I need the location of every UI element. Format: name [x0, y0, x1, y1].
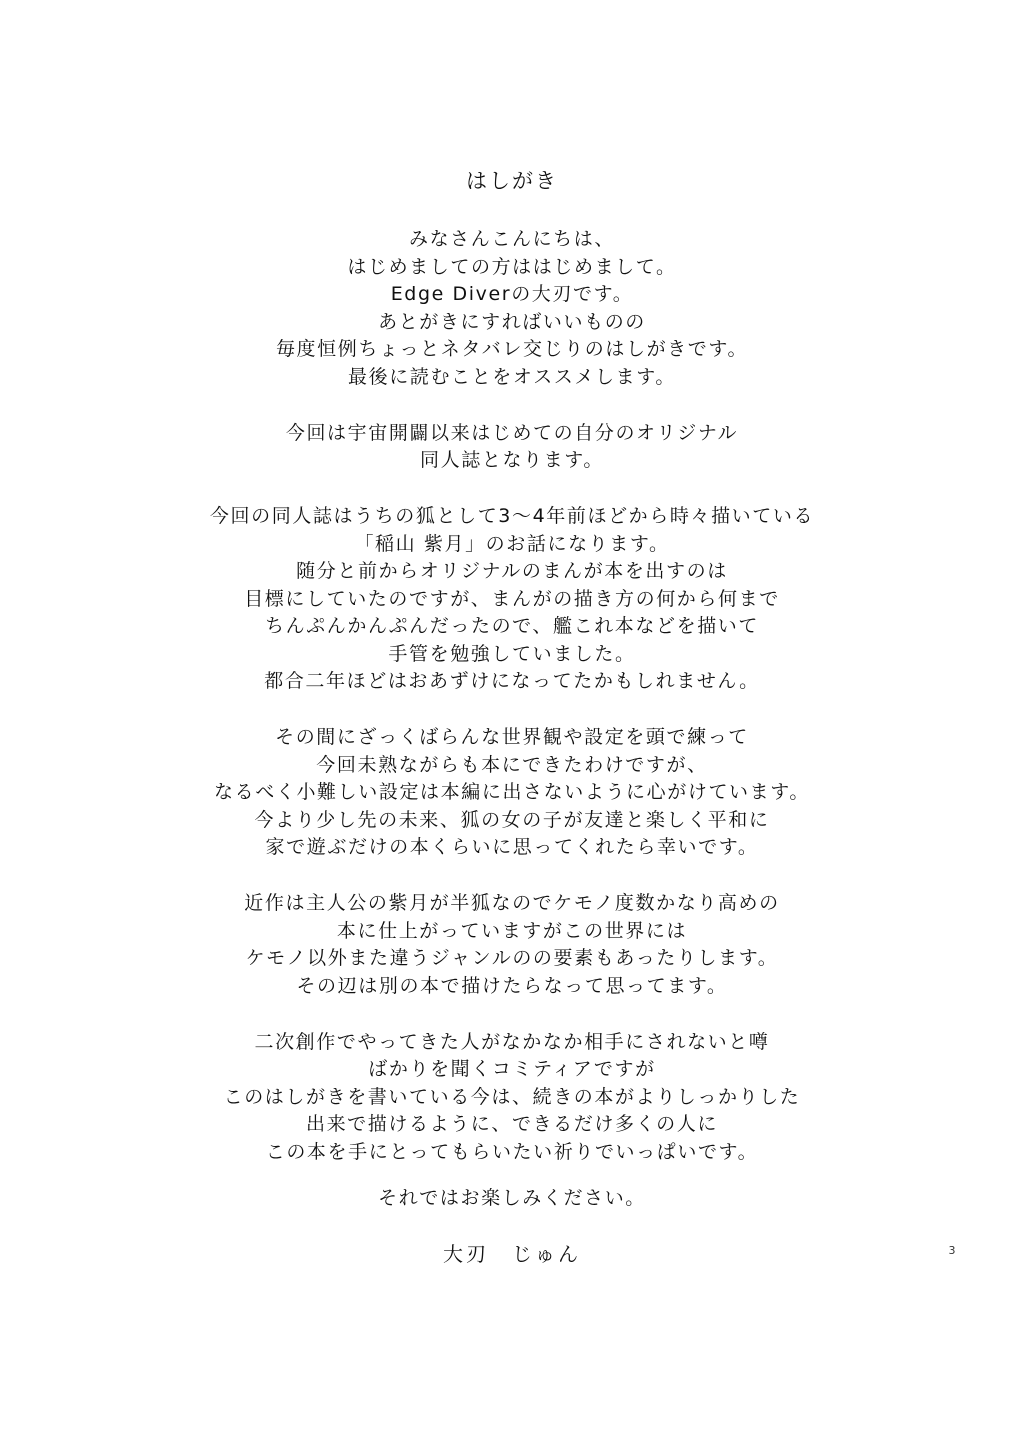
text-line: このはしがきを書いている今は、続きの本がよりしっかりした [223, 1085, 801, 1108]
text-line: その辺は別の本で描けたらなって思ってます。 [296, 974, 728, 997]
text-line: あとがきにすればいいものの [378, 310, 646, 333]
closing-line: それではお楽しみください。 [378, 1187, 646, 1209]
text-line: 手管を勉強していました。 [388, 642, 636, 665]
text-line: 目標にしていたのですが、まんがの描き方の何から何まで [244, 587, 780, 610]
text-line: 今回の同人誌はうちの狐として3～4年前ほどから時々描いている [209, 505, 815, 527]
text-line: 本に仕上がっていますがこの世界には [336, 919, 688, 942]
text-line: 二次創作でやってきた人がなかなか相手にされないと噂 [254, 1030, 770, 1053]
text-line: その間にざっくばらんな世界観や設定を頭で練って [275, 726, 749, 748]
text-line: ばかりを聞くコミティアですが [368, 1058, 656, 1080]
text-line: Edge Diverの大刃です。 [390, 283, 634, 305]
text-line: ケモノ以外また違うジャンルのの要素もあったりします。 [245, 947, 779, 969]
text-line: みなさんこんにちは、 [408, 228, 615, 250]
text-line: ちんぷんかんぷんだったので、艦これ本などを描いて [264, 615, 760, 637]
page-number: 3 [948, 1244, 956, 1257]
text-line: 今回は宇宙開闢以来はじめての自分のオリジナル [285, 421, 739, 444]
text-line: 「稲山 紫月」のお話になります。 [354, 532, 670, 555]
text-line: 最後に読むことをオススメします。 [348, 365, 676, 388]
text-line: 近作は主人公の紫月が半狐なのでケモノ度数かなり高めの [244, 892, 780, 914]
text-line: この本を手にとってもらいたい祈りでいっぱいです。 [265, 1140, 759, 1163]
paragraph-comitia [0, 1029, 1024, 1167]
paragraph-setting [0, 724, 1024, 862]
body-text [0, 226, 1024, 1195]
text-line: 出来で描けるように、できるだけ多くの人に [305, 1113, 718, 1135]
paragraph-story [0, 503, 1024, 696]
author-signature: 大刃 じゅん [443, 1242, 581, 1266]
page-title: はしがき [466, 169, 558, 193]
text-line: 随分と前からオリジナルのまんが本を出すのは [296, 560, 728, 582]
text-line: なるべく小難しい設定は本編に出さないように心がけています。 [214, 781, 810, 803]
paragraph-original [0, 420, 1024, 475]
text-line: 同人誌となります。 [420, 449, 604, 471]
text-line: 家で遊ぶだけの本くらいに思ってくれたら幸いです。 [265, 836, 759, 858]
text-line: 都合二年ほどはおあずけになってたかもしれません。 [264, 670, 760, 692]
text-line: 今回未熟ながらも本にできたわけですが、 [316, 753, 708, 776]
text-line: 今より少し先の未来、狐の女の子が友達と楽しく平和に [254, 808, 770, 831]
paragraph-greeting [0, 226, 1024, 391]
text-line: 毎度恒例ちょっとネタバレ交じりのはしがきです。 [275, 338, 749, 360]
paragraph-kemono [0, 890, 1024, 1000]
text-line: はじめましての方ははじめまして。 [347, 255, 677, 278]
